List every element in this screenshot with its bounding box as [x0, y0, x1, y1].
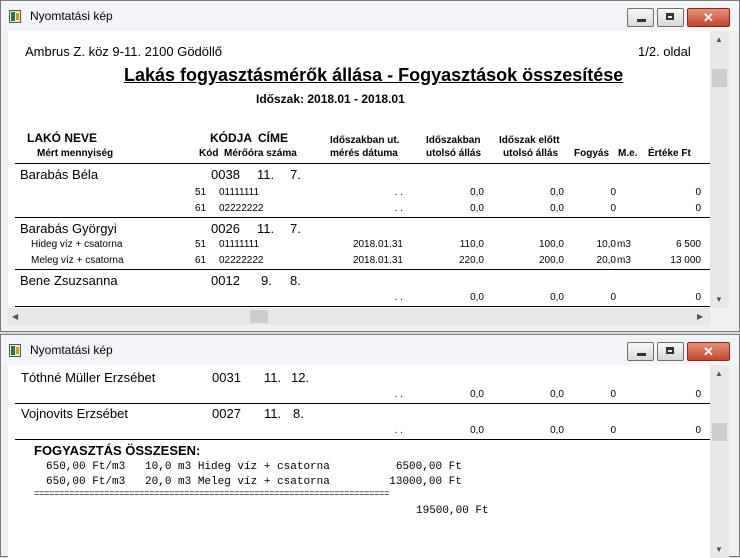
- scroll-down-icon[interactable]: ▼: [715, 545, 723, 554]
- vertical-scrollbar[interactable]: [710, 365, 729, 558]
- minimize-button[interactable]: [627, 8, 654, 27]
- resident-divider: [15, 403, 710, 404]
- resident-divider: [15, 217, 710, 218]
- header-me: M.e.: [618, 148, 638, 159]
- resident-addr2: 8.: [293, 406, 304, 421]
- header-datum-2: mérés dátuma: [330, 148, 398, 159]
- row-kod: 51: [195, 239, 207, 250]
- maximize-button[interactable]: [657, 8, 684, 27]
- maximize-icon: [666, 13, 674, 20]
- resident-addr2: 8.: [290, 273, 301, 288]
- row-ertek: 0: [695, 203, 701, 214]
- close-icon: ✕: [703, 10, 714, 25]
- row-ertek: 13 000: [670, 255, 701, 266]
- summary-line: 650,00 Ft/m3 20,0 m3 Meleg víz + csatorna 13000,00 Ft: [46, 476, 462, 488]
- row-prev: 0,0: [550, 203, 564, 214]
- page-number: 1/2. oldal: [638, 44, 691, 59]
- row-date: . .: [394, 292, 403, 303]
- resident-addr2: 7.: [290, 167, 301, 182]
- row-meter: 02222222: [219, 203, 264, 214]
- header-ertek: Értéke Ft: [648, 148, 691, 159]
- resident-addr1: 11.: [264, 370, 282, 385]
- resident-code: 0012: [211, 273, 240, 288]
- minimize-button[interactable]: [627, 342, 654, 361]
- app-icon: [9, 344, 21, 357]
- horizontal-scrollbar[interactable]: [8, 308, 710, 325]
- row-fogyas: 10,0: [596, 239, 616, 250]
- row-meter: 02222222: [219, 255, 264, 266]
- row-ertek: 0: [695, 389, 701, 400]
- scroll-up-icon[interactable]: ▲: [715, 369, 723, 378]
- header-mert-mennyiseg: Mért mennyiség: [37, 148, 114, 159]
- row-date: . .: [394, 389, 403, 400]
- maximize-icon: [666, 347, 674, 354]
- row-desc: Hideg víz + csatorna: [31, 239, 123, 250]
- header-lako-neve: LAKÓ NEVE: [27, 131, 98, 145]
- header-elotti-2: utolsó állás: [503, 148, 559, 159]
- title-bar[interactable]: [1, 335, 739, 365]
- row-last: 0,0: [470, 187, 484, 198]
- resident-addr2: 12.: [291, 370, 310, 385]
- row-date: . .: [394, 187, 403, 198]
- row-last: 0,0: [470, 292, 484, 303]
- row-desc: Meleg víz + csatorna: [31, 255, 124, 266]
- header-utolso-1: Időszakban: [426, 135, 481, 146]
- resident-name: Vojnovits Erzsébet: [21, 406, 128, 421]
- row-me: m3: [617, 255, 631, 266]
- app-icon: [9, 10, 21, 23]
- row-date: . .: [394, 425, 403, 436]
- resident-divider: [15, 306, 710, 307]
- vertical-scrollbar[interactable]: [710, 31, 729, 308]
- row-prev: 0,0: [550, 425, 564, 436]
- report-page: [8, 31, 710, 308]
- window-title: Nyomtatási kép: [30, 9, 113, 23]
- resident-addr1: 9.: [261, 273, 272, 288]
- header-elotti-1: Időszak előtt: [499, 135, 560, 146]
- row-prev: 200,0: [538, 255, 564, 266]
- close-button[interactable]: [687, 8, 730, 27]
- header-kod: Kód: [199, 148, 219, 159]
- header-meroora: Mérőóra száma: [224, 148, 297, 159]
- row-fogyas: 0: [610, 292, 616, 303]
- scroll-left-icon[interactable]: ◀: [12, 312, 19, 321]
- period: Időszak: 2018.01 - 2018.01: [256, 92, 405, 106]
- row-fogyas: 20,0: [596, 255, 616, 266]
- row-prev: 0,0: [550, 187, 564, 198]
- summary-line: 650,00 Ft/m3 10,0 m3 Hideg víz + csatorna 6500,00 Ft: [46, 461, 462, 473]
- maximize-button[interactable]: [657, 342, 684, 361]
- row-last: 220,0: [458, 255, 484, 266]
- close-button[interactable]: [687, 342, 730, 361]
- minimize-icon: [637, 353, 646, 356]
- row-prev: 0,0: [550, 292, 564, 303]
- row-me: m3: [617, 239, 631, 250]
- row-ertek: 0: [695, 292, 701, 303]
- resident-addr1: 11.: [257, 221, 275, 236]
- header-datum-1: Időszakban ut.: [330, 135, 400, 146]
- row-date: 2018.01.31: [352, 255, 403, 266]
- row-kod: 61: [195, 203, 207, 214]
- scroll-right-icon[interactable]: ▶: [697, 312, 704, 321]
- resident-name: Barabás Györgyi: [20, 221, 117, 236]
- resident-code: 0026: [211, 221, 240, 236]
- row-kod: 61: [195, 255, 207, 266]
- resident-code: 0038: [211, 167, 240, 182]
- scroll-down-icon[interactable]: ▼: [715, 295, 723, 304]
- row-meter: 01111111: [219, 187, 260, 198]
- row-kod: 51: [195, 187, 207, 198]
- report-title: Lakás fogyasztásmérők állása - Fogyasztások összesítése: [124, 65, 624, 85]
- row-fogyas: 0: [610, 203, 616, 214]
- summary-total: 19500,00 Ft: [416, 505, 489, 517]
- row-ertek: 0: [695, 425, 701, 436]
- address: Ambrus Z. köz 9-11. 2100 Gödöllő: [25, 44, 223, 59]
- header-fogyas: Fogyás: [574, 148, 610, 159]
- scroll-up-icon[interactable]: ▲: [715, 35, 723, 44]
- window-title: Nyomtatási kép: [30, 343, 113, 357]
- print-preview-window-2: [0, 334, 740, 557]
- header-kodja: KÓDJA: [210, 131, 253, 145]
- resident-divider: [15, 439, 710, 440]
- resident-name: Bene Zsuzsanna: [20, 273, 118, 288]
- row-ertek: 0: [695, 187, 701, 198]
- row-ertek: 6 500: [675, 239, 701, 250]
- resident-divider: [15, 269, 710, 270]
- row-prev: 100,0: [538, 239, 564, 250]
- resident-addr2: 7.: [290, 221, 301, 236]
- row-meter: 01111111: [219, 239, 260, 250]
- row-last: 0,0: [470, 425, 484, 436]
- row-fogyas: 0: [610, 425, 616, 436]
- scroll-thumb[interactable]: [712, 423, 727, 441]
- row-date: . .: [394, 203, 403, 214]
- close-icon: ✕: [703, 344, 714, 359]
- resident-code: 0031: [212, 370, 241, 385]
- resident-code: 0027: [212, 406, 241, 421]
- minimize-icon: [637, 19, 646, 22]
- resident-addr1: 11.: [257, 167, 275, 182]
- title-bar[interactable]: [1, 1, 739, 31]
- row-last: 0,0: [470, 389, 484, 400]
- row-last: 0,0: [470, 203, 484, 214]
- resident-name: Barabás Béla: [20, 167, 99, 182]
- report-page: [8, 365, 710, 558]
- header-utolso-2: utolsó állás: [426, 148, 482, 159]
- resident-addr1: 11.: [264, 406, 282, 421]
- header-divider: [15, 163, 710, 164]
- row-fogyas: 0: [610, 389, 616, 400]
- row-last: 110,0: [459, 239, 484, 250]
- row-fogyas: 0: [610, 187, 616, 198]
- scroll-thumb[interactable]: [712, 69, 727, 87]
- summary-title: FOGYASZTÁS ÖSSZESEN:: [34, 443, 201, 458]
- scroll-thumb[interactable]: [250, 310, 268, 323]
- summary-separator: =======================================================================: [34, 489, 390, 499]
- resident-name: Tóthné Müller Erzsébet: [21, 370, 156, 385]
- header-cime: CÍME: [258, 131, 288, 145]
- row-date: 2018.01.31: [352, 239, 403, 250]
- row-prev: 0,0: [550, 389, 564, 400]
